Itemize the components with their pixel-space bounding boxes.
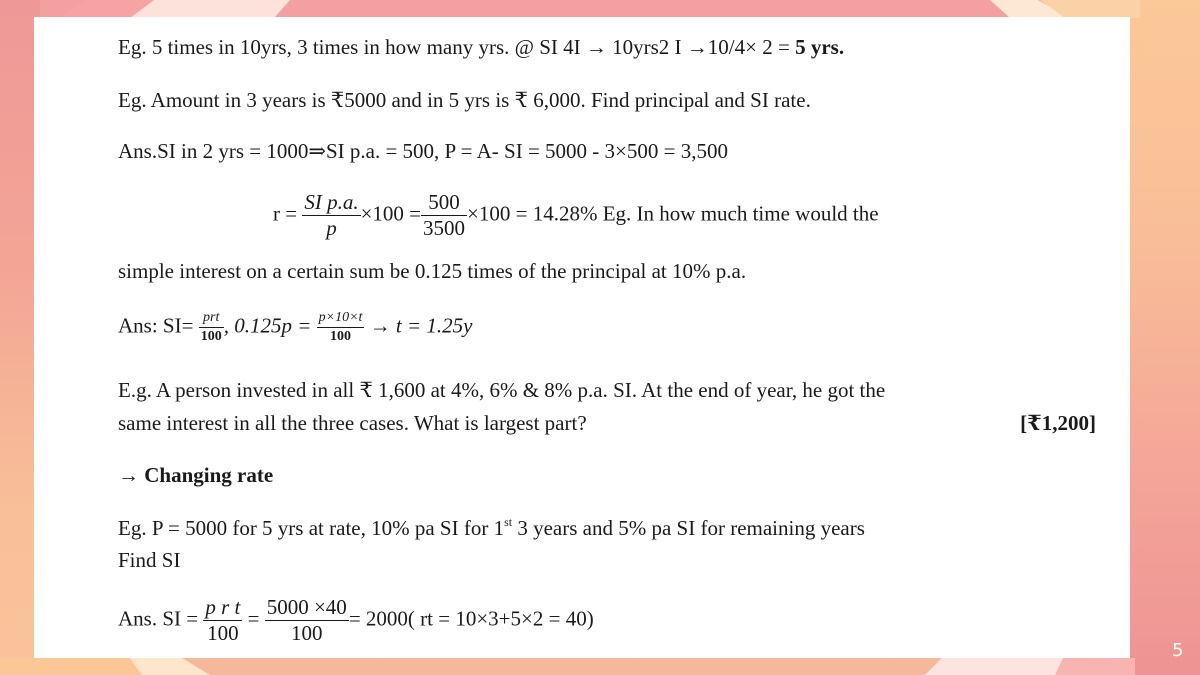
slide-page-number: 5 [1172,640,1184,661]
rate-formula-prefix: r = [273,201,303,226]
fraction-numerator: prt [199,309,224,328]
rate-formula-result: ×100 = 14.28% Eg. In how much time would the [467,201,879,226]
time-question-line [118,259,746,284]
time-answer-mid: , 0.125p = [223,313,317,338]
p10t-over-100-fraction [317,309,365,346]
bottom-right-decor-shape-light [925,658,1065,675]
changing-rate-answer-prefix: Ans. SI = [118,606,204,631]
500-over-3500-fraction [421,190,467,241]
equals-sign: = [242,606,265,631]
prt-over-100-fraction [203,595,242,646]
fraction-denominator: 100 [207,621,239,646]
bottom-right-decor-shape [1055,658,1135,675]
changing-rate-example-line [118,515,865,541]
rate-formula-mid: ×100 = [360,201,422,226]
changing-rate-example-text: Eg. P = 5000 for 5 yrs at rate, 10% pa SI for 1 [118,516,505,540]
time-answer-prefix: Ans: SI= [118,313,199,338]
changing-rate-answer-line [118,595,594,646]
fraction-denominator: 100 [291,621,323,646]
top-left-decor-shape-light [130,0,290,18]
rate-formula-line [273,190,879,241]
fraction-numerator: SI p.a. [302,190,360,216]
invested-question-text: E.g. A person invested in all ₹ 1,600 at 4%, 6% & 8% p.a. SI. At the end of year, he got the [118,378,886,402]
si-over-p-fraction [302,190,360,241]
changing-rate-example-text-cont: 3 years and 5% pa SI for remaining years [512,516,865,540]
5000x40-over-100-fraction [265,595,349,646]
largest-part-line [118,411,1096,436]
changing-rate-title: Changing rate [144,463,274,487]
largest-part-text: same interest in all the three cases. What is largest part? [118,411,587,435]
prt-over-100-fraction [199,309,224,346]
changing-rate-heading [118,463,273,488]
find-si-text: Find SI [118,548,181,572]
slide-content-card [34,17,1130,658]
example-times-answer: 5 yrs. [795,35,845,59]
right-decor-band [1120,0,1200,675]
time-question-text: simple interest on a certain sum be 0.125 times of the principal at 10% p.a. [118,259,747,283]
time-answer-line [118,309,473,346]
changing-rate-answer-result: = 2000( rt = 10×3+5×2 = 40) [348,606,594,631]
answer-si-text: Ans.SI in 2 yrs = 1000⇒SI p.a. = 500, P = A- SI = 5000 - 3×500 = 3,500 [118,139,728,163]
fraction-denominator: p [326,216,337,241]
example-times-text: Eg. 5 times in 10yrs, 3 times in how many yrs. @ SI 4I → 10yrs2 I →10/4× 2 = [118,35,796,59]
bottom-left-decor-shape-light [130,658,210,675]
fraction-denominator: 100 [200,329,222,345]
fraction-numerator: 500 [421,190,467,216]
fraction-numerator: p×10×t [317,309,365,328]
example-amount-line [118,88,811,113]
bottom-left-decor-shape [0,658,140,675]
ordinal-superscript: st [504,515,513,529]
fraction-numerator: 5000 ×40 [265,595,349,621]
arrow-icon: → [118,463,145,487]
fraction-numerator: p r t [203,595,242,621]
time-answer-result: → t = 1.25y [364,313,473,338]
fraction-denominator: 100 [330,329,352,345]
example-amount-text: Eg. Amount in 3 years is ₹5000 and in 5 yrs is ₹ 6,000. Find principal and SI rate. [118,88,811,112]
example-times-line [118,35,844,60]
largest-part-answer: [₹1,200] [1020,411,1096,435]
invested-question-line [118,378,885,403]
fraction-denominator: 3500 [423,216,466,241]
answer-si-line [118,139,728,164]
find-si-line [118,548,180,573]
